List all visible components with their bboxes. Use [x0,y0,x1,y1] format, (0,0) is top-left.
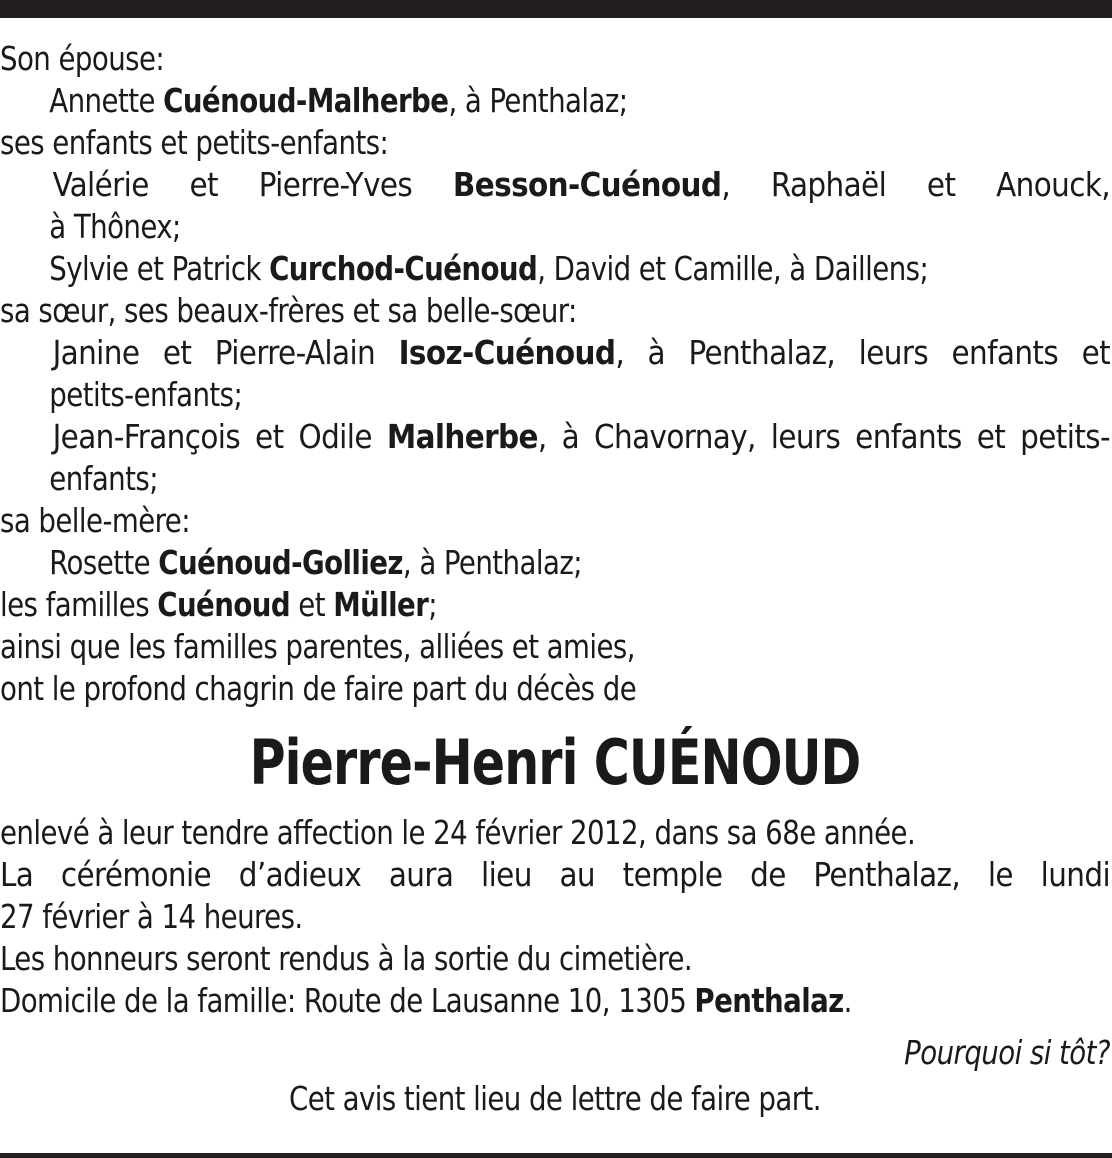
death-notice [0,38,1110,1120]
children-heading: ses enfants et petits-enfants: [0,123,389,162]
child1-continuation: à Thônex; [49,207,181,246]
honours-line: Les honneurs seront rendus à la sortie du cimetière. [0,939,693,978]
wife-suffix: , à Penthalaz; [448,81,628,120]
bottom-rule [0,1153,1112,1158]
mother-in-law-heading: sa belle-mère: [0,501,190,540]
mother-in-law-prefix: Rosette [49,543,151,582]
related-families-line: ainsi que les familles parentes, alliées et amies, [0,627,635,666]
child1-suffix: , Raphaël et Anouck, [721,165,1111,204]
closing-line: Cet avis tient lieu de lettre de faire part. [288,1079,822,1118]
mother-in-law-entry [0,542,1032,584]
child2-suffix: , David et Camille, à Daillens; [537,249,929,288]
deceased-name: Pierre-Henri CUÉNOUD [249,726,861,799]
sibling1-continuation: petits-enfants; [49,375,243,414]
mother-in-law-suffix: , à Penthalaz; [402,543,583,582]
family-name-2: Müller [333,585,429,624]
siblings-heading: sa sœur, ses beaux-frères et sa belle-sœur: [0,291,577,330]
death-date-line: enlevé à leur tendre affection le 24 février 2012, dans sa 68e année. [0,813,916,852]
top-rule [0,0,1112,18]
address-town: Penthalaz [694,981,844,1020]
sibling2-continuation: enfants; [49,459,158,498]
sibling1-entry [0,332,1110,374]
ceremony-continuation: 27 février à 14 heures. [0,897,303,936]
families-and: et [298,585,325,624]
sibling1-suffix: , à Penthalaz, leurs enfants et [615,333,1111,372]
child2-name: Curchod-Cuénoud [269,249,538,288]
address-end: . [843,981,852,1020]
wife-entry [0,80,1032,122]
child1-entry [0,164,1110,206]
sibling1-name: Isoz-Cuénoud [398,333,616,372]
wife-prefix: Annette [49,81,155,120]
child1-name: Besson-Cuénoud [452,165,722,204]
ceremony-line: La cérémonie d’adieux aura lieu au temple de Penthalaz, le lundi [0,855,1111,894]
families-prefix: les familles [0,585,150,624]
family-name-1: Cuénoud [157,585,291,624]
sibling2-suffix: , à Chavornay, leurs enfants et petits- [537,417,1111,456]
address-prefix: Domicile de la famille: Route de Lausanne 10, 1305 [0,981,687,1020]
quote-line: Pourquoi si tôt? [904,1033,1110,1072]
address-line [0,980,1032,1022]
mother-in-law-name: Cuénoud-Golliez [158,543,403,582]
child1-prefix: Valérie et Pierre-Yves [52,165,413,204]
families-line [0,584,1032,626]
sibling2-name: Malherbe [386,417,538,456]
wife-heading: Son épouse: [0,39,165,78]
sibling2-entry [0,416,1110,458]
wife-name: Cuénoud-Malherbe [163,81,449,120]
sibling1-prefix: Janine et Pierre-Alain [52,333,376,372]
sibling2-prefix: Jean-François et Odile [52,417,372,456]
child2-prefix: Sylvie et Patrick [49,249,261,288]
announcement-line: ont le profond chagrin de faire part du décès de [0,669,637,708]
families-end: ; [428,585,438,624]
child2-entry [0,248,1032,290]
